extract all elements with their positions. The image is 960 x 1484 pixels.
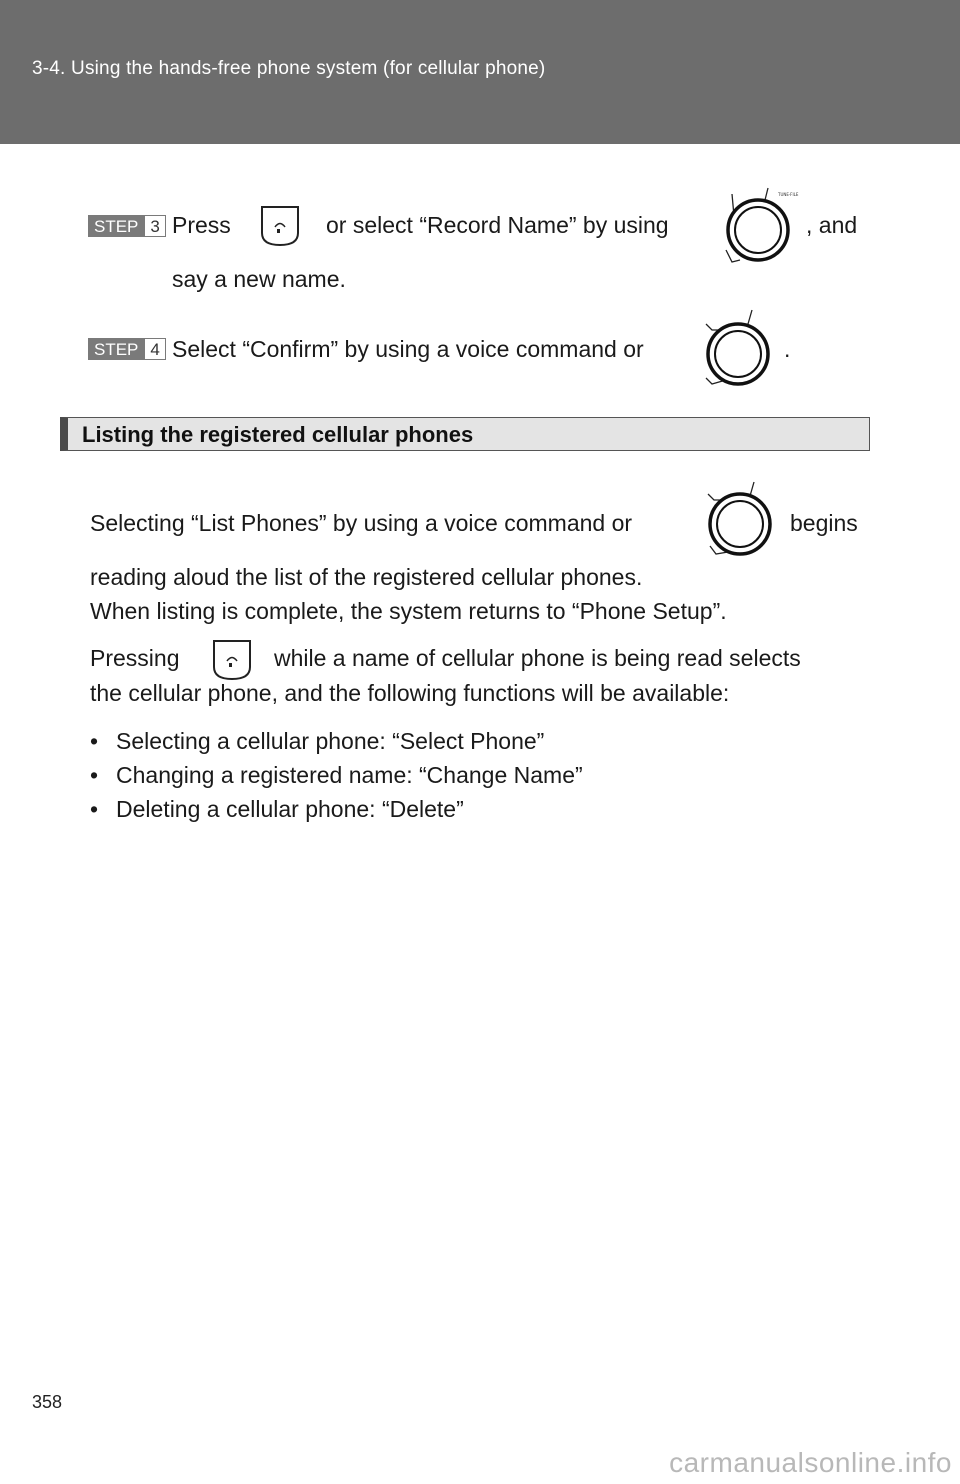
para3-pressing: Pressing bbox=[90, 645, 180, 671]
talk-switch-icon bbox=[258, 205, 302, 247]
page-header bbox=[0, 0, 960, 144]
list-item: • Deleting a cellular phone: “Delete” bbox=[90, 796, 464, 822]
step4-text: Select “Confirm” by using a voice command or bbox=[172, 336, 644, 362]
para1-begins: begins bbox=[790, 510, 858, 536]
svg-text:TUNE·FILE: TUNE·FILE bbox=[778, 192, 799, 197]
list-item-text: Deleting a cellular phone: “Delete” bbox=[116, 796, 464, 822]
list-item: • Changing a registered name: “Change Name” bbox=[90, 762, 583, 788]
list-item: • Selecting a cellular phone: “Select Phone” bbox=[90, 728, 545, 754]
step-word: STEP bbox=[88, 338, 145, 360]
step-word: STEP bbox=[88, 215, 145, 237]
step-badge-4 bbox=[88, 338, 166, 360]
para2-text: When listing is complete, the system returns to “Phone Setup”. bbox=[90, 598, 727, 624]
step3-and-text: , and bbox=[806, 212, 858, 238]
para3-line2: the cellular phone, and the following functions will be available: bbox=[90, 680, 730, 706]
page-number: 358 bbox=[32, 1392, 63, 1412]
step3-press-text: Press bbox=[172, 212, 231, 238]
step-badge-3 bbox=[88, 215, 166, 237]
tune-knob-icon bbox=[712, 186, 804, 268]
section-heading-text: Listing the registered cellular phones bbox=[82, 422, 474, 447]
step-number: 4 bbox=[145, 338, 165, 360]
para1-line2: reading aloud the list of the registered cellular phones. bbox=[90, 564, 643, 590]
step4-period: . bbox=[784, 336, 791, 362]
watermark: carmanualsonline.info bbox=[669, 1447, 952, 1478]
step3-line2: say a new name. bbox=[172, 266, 346, 292]
header-title: 3-4. Using the hands-free phone system (for cellular phone) bbox=[32, 58, 546, 79]
list-item-text: Selecting a cellular phone: “Select Phone” bbox=[116, 728, 545, 754]
tune-knob-icon bbox=[696, 308, 791, 390]
step-number: 3 bbox=[145, 215, 165, 237]
para3-text: while a name of cellular phone is being read selects bbox=[274, 645, 801, 671]
step3-select-text: or select “Record Name” by using bbox=[326, 212, 669, 238]
list-item-text: Changing a registered name: “Change Name” bbox=[116, 762, 583, 788]
talk-switch-icon bbox=[210, 639, 254, 681]
section-heading bbox=[60, 417, 870, 451]
para1-text: Selecting “List Phones” by using a voice command or bbox=[90, 510, 633, 536]
tune-knob-icon bbox=[700, 480, 792, 562]
